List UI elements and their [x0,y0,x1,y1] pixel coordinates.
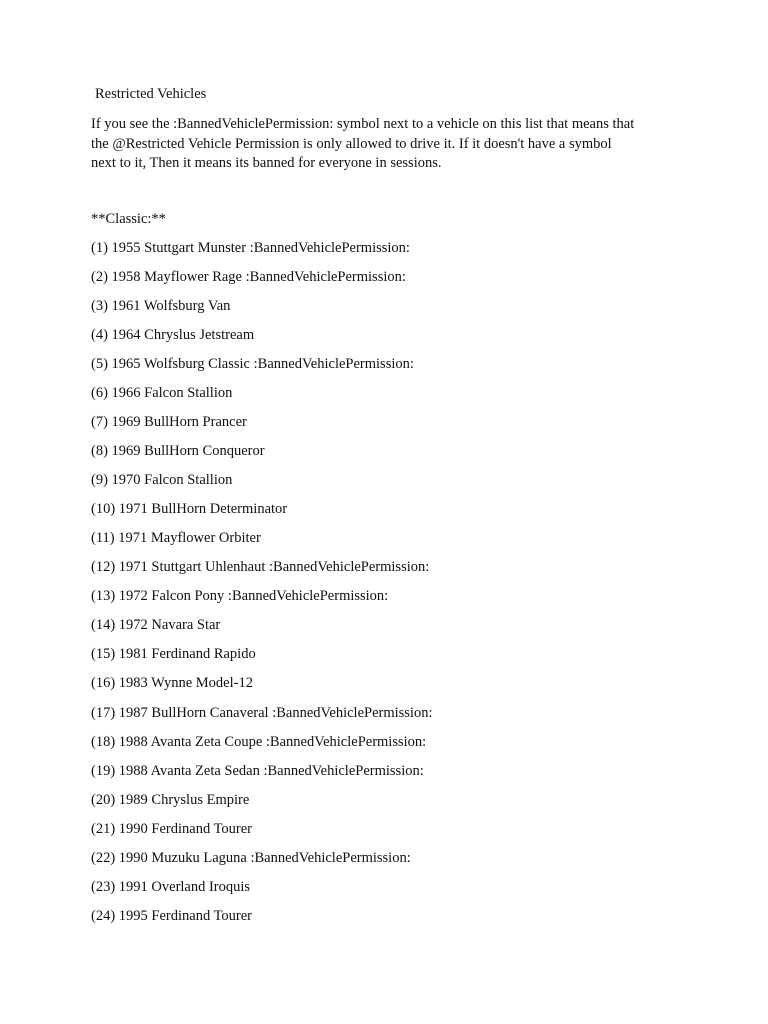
vehicle-list-item: (1) 1955 Stuttgart Munster :BannedVehiclePermission: [91,240,410,256]
vehicle-list-item: (5) 1965 Wolfsburg Classic :BannedVehiclePermission: [91,356,414,373]
intro-line: next to it, Then it means its banned for everyone in sessions. [91,155,442,171]
vehicle-list-item: (14) 1972 Navara Star [91,617,221,634]
intro-paragraph [91,115,691,174]
vehicle-list-item: (12) 1971 Stuttgart Uhlenhaut :BannedVehiclePermission: [91,559,430,576]
vehicle-list-item: (21) 1990 Ferdinand Tourer [91,820,253,837]
vehicle-list-item: (10) 1971 BullHorn Determinator [91,501,288,518]
vehicle-list-item: (24) 1995 Ferdinand Tourer [91,907,253,924]
section-heading-classic: **Classic:** [91,211,166,227]
vehicle-list-item: (19) 1988 Avanta Zeta Sedan :BannedVehiclePermission: [91,762,424,779]
vehicle-list-item: (15) 1981 Ferdinand Rapido [91,646,256,663]
vehicle-list-item: (6) 1966 Falcon Stallion [91,385,233,402]
vehicle-list-item: (2) 1958 Mayflower Rage :BannedVehiclePermission: [91,269,406,286]
vehicle-list-item: (23) 1991 Overland Iroquis [91,878,251,895]
vehicle-list-item: (8) 1969 BullHorn Conqueror [91,443,265,460]
vehicle-list-item: (16) 1983 Wynne Model-12 [91,675,253,692]
intro-line: If you see the :BannedVehiclePermission: symbol next to a vehicle on this list that means that [91,116,635,132]
vehicle-list-item: (7) 1969 BullHorn Prancer [91,414,247,431]
vehicle-list-item: (3) 1961 Wolfsburg Van [91,298,231,315]
document-title: Restricted Vehicles [95,86,207,102]
vehicle-list-item: (9) 1970 Falcon Stallion [91,472,233,489]
intro-line: the @Restricted Vehicle Permission is only allowed to drive it. If it doesn't have a symbol [91,135,612,152]
vehicle-list-item: (17) 1987 BullHorn Canaveral :BannedVehiclePermission: [91,704,433,721]
vehicle-list [91,239,433,936]
vehicle-list-item: (22) 1990 Muzuku Laguna :BannedVehiclePermission: [91,849,411,866]
vehicle-list-item: (20) 1989 Chryslus Empire [91,791,250,808]
vehicle-list-item: (11) 1971 Mayflower Orbiter [91,530,261,547]
vehicle-list-item: (18) 1988 Avanta Zeta Coupe :BannedVehiclePermission: [91,733,427,750]
vehicle-list-item: (4) 1964 Chryslus Jetstream [91,327,255,344]
vehicle-list-item: (13) 1972 Falcon Pony :BannedVehiclePermission: [91,588,389,605]
